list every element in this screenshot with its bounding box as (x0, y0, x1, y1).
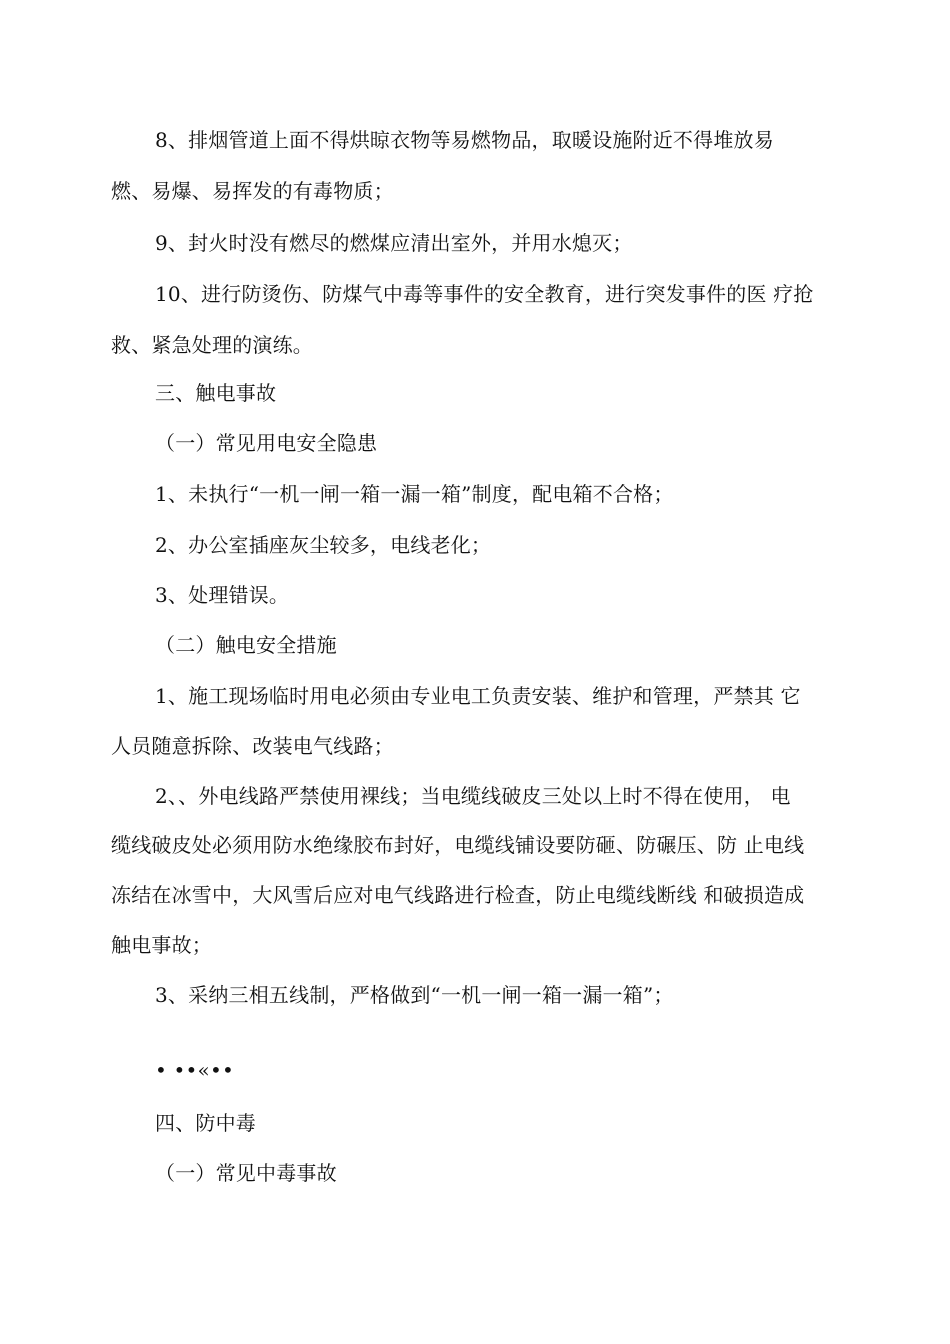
paragraph-line-17: 触电事故； (111, 933, 212, 957)
paragraph-line-9: 2、办公室插座灰尘较多，电线老化； (155, 533, 492, 557)
paragraph-line-5: 救、紧急处理的演练。 (111, 333, 313, 357)
paragraph-line-1: 8、排烟管道上面不得烘晾衣物等易燃物品，取暖设施附近不得堆放易 (155, 128, 774, 152)
paragraph-line-3: 9、封火时没有燃尽的燃煤应清出室外，并用水熄灭； (155, 231, 633, 255)
paragraph-line-14: 2、、外电线路严禁使用裸线；当电缆线破皮三处以上时不得在使用， 电 (155, 784, 791, 808)
paragraph-line-4: 10、进行防烫伤、防煤气中毒等事件的安全教育，进行突发事件的医 疗抢 (155, 282, 814, 306)
bullet-marks: • ••«•• (155, 1058, 234, 1082)
subsection-heading-poisoning-accidents: （一）常见中毒事故 (155, 1161, 337, 1185)
paragraph-line-8: 1、未执行“一机一闸一箱一漏一箱”制度，配电箱不合格； (155, 482, 674, 506)
paragraph-line-12: 1、施工现场临时用电必须由专业电工负责安装、维护和管理，严禁其 它 (155, 684, 801, 708)
paragraph-line-18: 3、采纳三相五线制，严格做到“一机一闸一箱一漏一箱”； (155, 983, 674, 1007)
paragraph-line-15: 缆线破皮处必须用防水绝缘胶布封好，电缆线铺设要防砸、防碾压、防 止电线 (111, 833, 805, 857)
paragraph-line-13: 人员随意拆除、改装电气线路； (111, 734, 394, 758)
subsection-heading-hazards: （一）常见用电安全隐患 (155, 431, 378, 455)
section-heading-electric-shock: 三、触电事故 (155, 381, 277, 405)
subsection-heading-measures: （二）触电安全措施 (155, 633, 337, 657)
paragraph-line-2: 燃、易爆、易挥发的有毒物质； (111, 179, 394, 203)
paragraph-line-10: 3、处理错误。 (155, 583, 290, 607)
paragraph-line-16: 冻结在冰雪中，大风雪后应对电气线路进行检查，防止电缆线断线 和破损造成 (111, 883, 805, 907)
section-heading-poisoning: 四、防中毒 (155, 1111, 256, 1135)
